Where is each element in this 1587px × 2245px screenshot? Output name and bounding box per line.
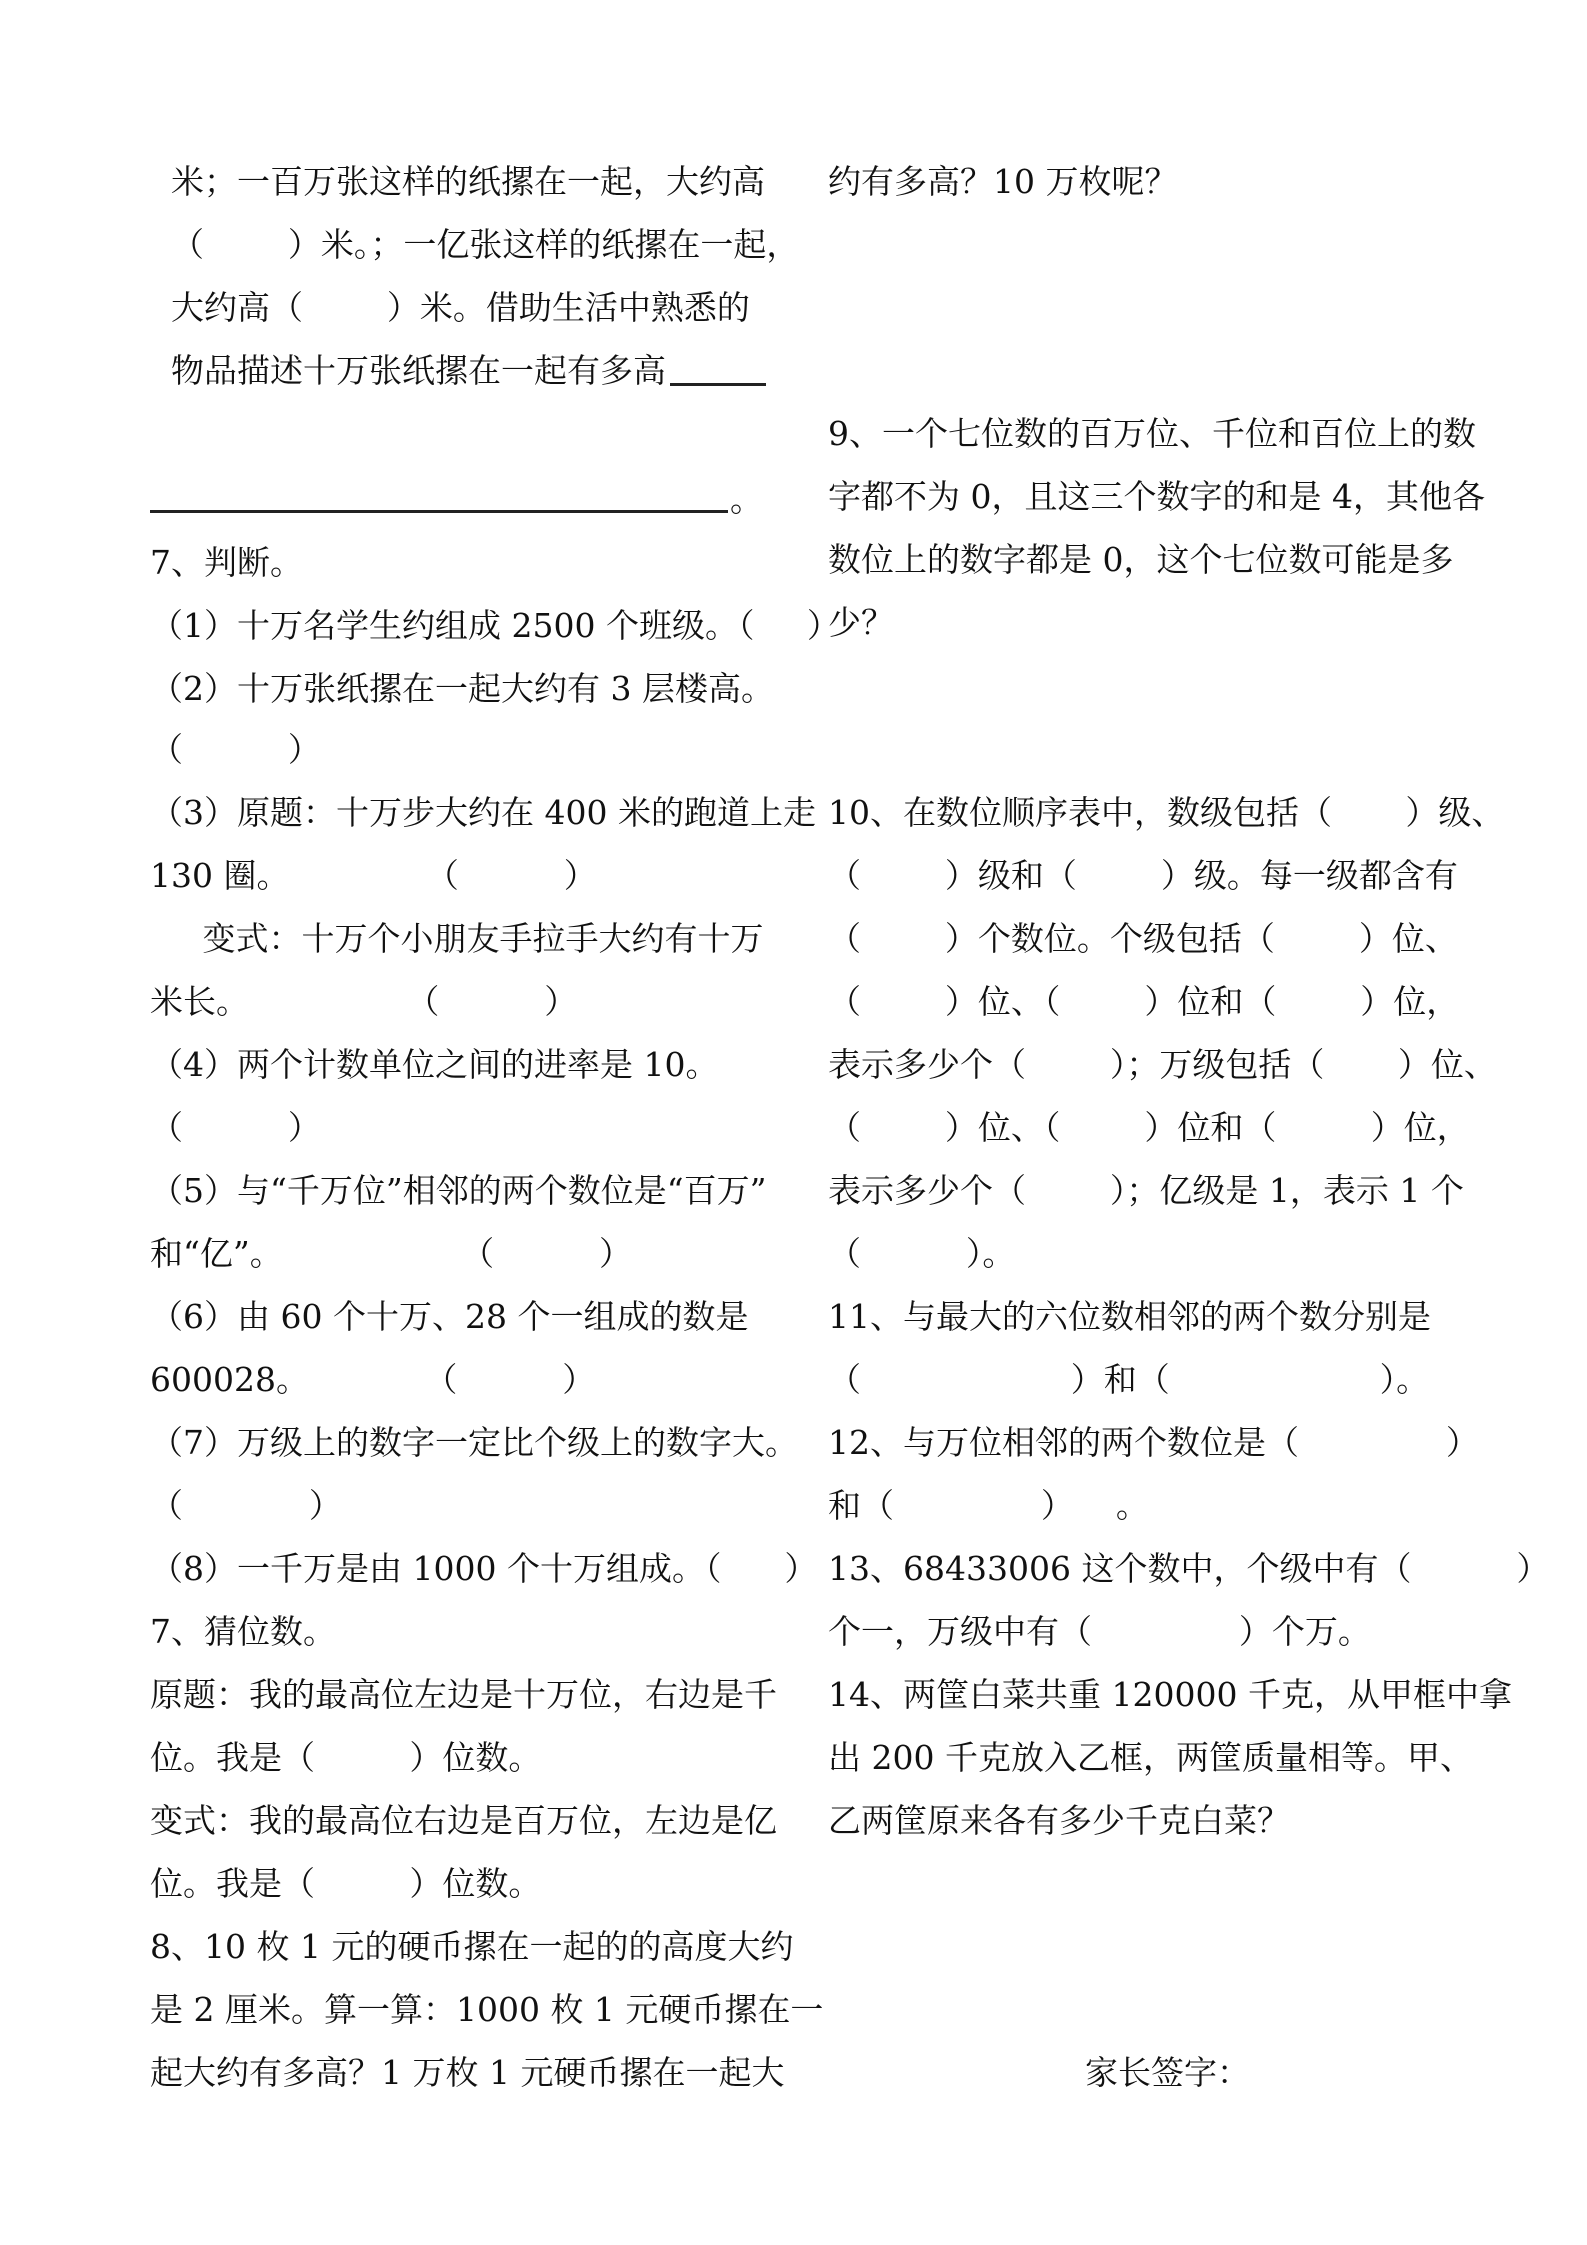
answer-blank-line	[150, 510, 728, 513]
text-line: （ ）位、（ ）位和（ ）位，	[828, 1108, 1470, 1147]
text-line: 字都不为 0，且这三个数字的和是 4，其他各	[828, 477, 1485, 516]
text-line: 和（ ） 。	[828, 1486, 1149, 1525]
parent-signature-label: 家长签字：	[1085, 2053, 1250, 2092]
text-line: （ ）	[150, 1108, 321, 1147]
text-line: 9、一个七位数的百万位、千位和百位上的数	[828, 414, 1476, 453]
text-line: 表示多少个（ ）；万级包括（ ）位、	[828, 1045, 1497, 1084]
text-line: （ ）米。；一亿张这样的纸摞在一起，	[150, 225, 800, 264]
text-line: （2）十万张纸摞在一起大约有 3 层楼高。	[150, 669, 774, 708]
text-line: 。	[730, 480, 763, 519]
answer-blank-line	[670, 383, 766, 386]
text-line: 出 200 千克放入乙框，两筐质量相等。甲、	[828, 1738, 1473, 1777]
text-line: 是 2 厘米。算一算：1000 枚 1 元硬币摞在一	[150, 1990, 824, 2029]
text-line: 位。我是（ ）位数。	[150, 1864, 542, 1903]
section-heading: 7、猜位数。	[150, 1612, 336, 1651]
text-line: 米长。 （ ）	[150, 982, 578, 1021]
text-line: 起大约有多高？1 万枚 1 元硬币摞在一起大	[150, 2053, 785, 2092]
text-line: 10、在数位顺序表中，数级包括（ ）级、	[828, 793, 1505, 832]
text-line: （5）与“千万位”相邻的两个数位是“百万”	[150, 1171, 767, 1210]
text-line: 乙两筐原来各有多少千克白菜？	[828, 1801, 1290, 1840]
text-line: 13、68433006 这个数中，个级中有（ ）	[828, 1549, 1550, 1588]
text-line: 600028。 （ ）	[150, 1360, 596, 1399]
text-line: 少？	[828, 603, 894, 642]
text-line: 表示多少个（ ）；亿级是 1，表示 1 个	[828, 1171, 1464, 1210]
text-line: （6）由 60 个十万、28 个一组成的数是	[150, 1297, 749, 1336]
text-line: 变式：我的最高位右边是百万位，左边是亿	[150, 1801, 777, 1840]
text-line: 和“亿”。 （ ）	[150, 1234, 632, 1273]
text-line: （8）一千万是由 1000 个十万组成。（ ）	[150, 1549, 818, 1588]
text-line: 原题：我的最高位左边是十万位，右边是千	[150, 1675, 777, 1714]
text-line: （ ）。	[828, 1234, 1016, 1273]
text-line: 米；一百万张这样的纸摞在一起，大约高	[150, 162, 765, 201]
text-line: （ ）	[150, 730, 321, 769]
section-heading: 7、判断。	[150, 543, 303, 582]
text-line: 14、两筐白菜共重 120000 千克，从甲框中拿	[828, 1675, 1512, 1714]
text-line: （ ）	[150, 1486, 342, 1525]
text-line: （7）万级上的数字一定比个级上的数字大。	[150, 1423, 798, 1462]
text-line: 数位上的数字都是 0，这个七位数可能是多	[828, 540, 1454, 579]
text-line: 8、10 枚 1 元的硬币摞在一起的的高度大约	[150, 1927, 794, 1966]
text-line: （3）原题：十万步大约在 400 米的跑道上走	[150, 793, 816, 832]
text-line: 11、与最大的六位数相邻的两个数分别是	[828, 1297, 1431, 1336]
text-line: 大约高（ ）米。借助生活中熟悉的	[150, 288, 750, 327]
text-line: （4）两个计数单位之间的进率是 10。	[150, 1045, 719, 1084]
text-line: 130 圈。 （ ）	[150, 856, 597, 895]
text-line: （ ）个数位。个级包括（ ）位、	[828, 919, 1458, 958]
text-line: 个一，万级中有（ ）个万。	[828, 1612, 1371, 1651]
text-line: 约有多高？10 万枚呢？	[828, 162, 1178, 201]
text-line: 物品描述十万张纸摞在一起有多高	[150, 351, 666, 390]
text-line: 变式：十万个小朋友手拉手大约有十万	[150, 919, 764, 958]
text-line: （1）十万名学生约组成 2500 个班级。（ ）	[150, 606, 840, 645]
text-line: 位。我是（ ）位数。	[150, 1738, 542, 1777]
text-line: （ ）位、（ ）位和（ ）位，	[828, 982, 1460, 1021]
text-line: （ ）和（ ）。	[828, 1360, 1430, 1399]
text-line: （ ）级和（ ）级。每一级都含有	[828, 856, 1458, 895]
text-line: 12、与万位相邻的两个数位是（ ）	[828, 1423, 1479, 1462]
